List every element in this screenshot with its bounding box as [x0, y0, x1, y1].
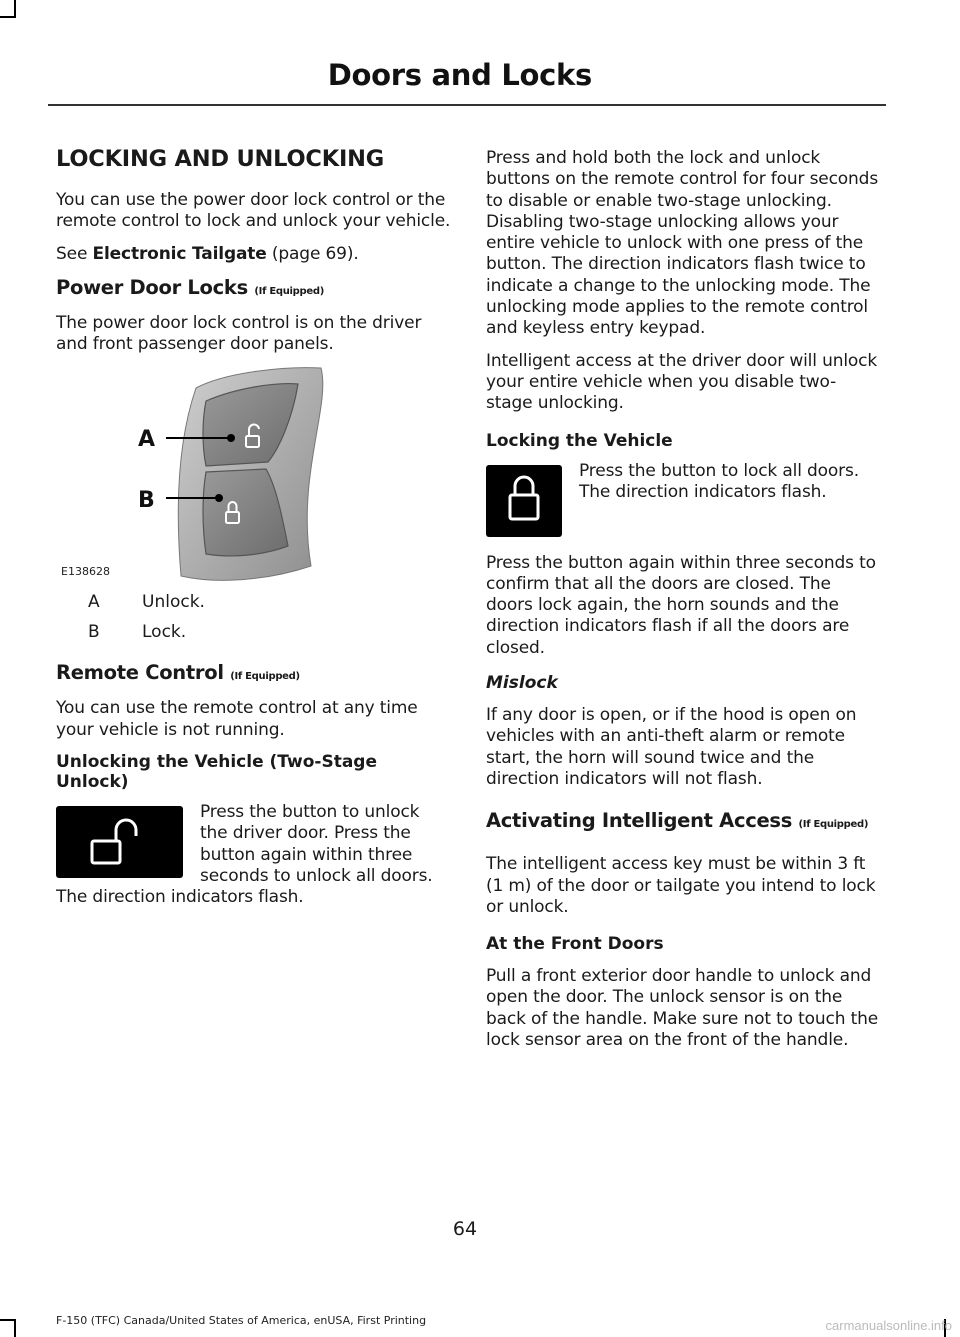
legend-row: B Lock.: [88, 622, 187, 643]
lock-icon: [486, 465, 562, 537]
page-header-title: Doors and Locks: [327, 58, 592, 92]
intro-paragraph: You can use the power door lock control or the remote control to lock and unlock your vehicle.: [56, 190, 451, 232]
mislock-heading: Mislock: [486, 673, 558, 694]
unlocking-text: Press the button to unlock the driver door. Press the button again within three seconds to unlock all doors. The direction indicators flash.: [56, 802, 433, 908]
footer-text: F-150 (TFC) Canada/United States of America, enUSA, First Printing: [56, 1314, 427, 1327]
locking-heading: Locking the Vehicle: [486, 430, 673, 451]
equipped-qualifier: (If Equipped): [798, 819, 869, 831]
legend-row: A Unlock.: [88, 592, 205, 613]
section-heading: LOCKING AND UNLOCKING: [56, 146, 385, 172]
front-doors-heading: At the Front Doors: [486, 934, 664, 955]
crop-mark: [0, 1319, 16, 1321]
see-reference: See Electronic Tailgate (page 69).: [56, 243, 359, 264]
door-lock-switch-figure: [56, 366, 451, 584]
door-lock-switch-illustration: [56, 366, 451, 584]
power-locks-heading: Power Door Locks (If Equipped): [56, 275, 324, 299]
locking-text: Press the button to lock all doors. The direction indicators flash.: [579, 460, 859, 502]
two-stage-paragraph: Press and hold both the lock and unlock buttons on the remote control for four seconds to disable or enable two-stage unlocking. Disabling two-stage unlocking allows your entire vehicle to unlock with one press of the button. The direction indicators flash twice to indicate a change to the unlocking mode. The unlocking mode applies to the remote control and keyless entry keypad.: [486, 148, 879, 339]
unlock-icon: [56, 806, 183, 878]
crop-mark: [0, 16, 16, 18]
equipped-qualifier: (If Equipped): [254, 285, 324, 297]
figure-label-b: B: [138, 488, 155, 514]
locking-confirm-paragraph: Press the button again within three seconds to confirm that all the doors are closed. The doors lock again, the horn sounds and the direction indicators flash if all the doors are closed.: [486, 552, 876, 658]
figure-code: E138628: [61, 565, 110, 579]
front-doors-text: Pull a front exterior door handle to unlock and open the door. The unlock sensor is on the back of the handle. Make sure not to touch the lock sensor area on the front of the handle.: [486, 966, 879, 1051]
figure-label-a: A: [138, 427, 156, 453]
intelligent-access-heading: Activating Intelligent Access (If Equipped): [486, 809, 869, 833]
unlocking-block: [56, 802, 451, 908]
right-column: [486, 148, 880, 1062]
crop-mark: [14, 1319, 16, 1337]
page-number: 64: [452, 1218, 478, 1240]
equipped-qualifier: (If Equipped): [230, 671, 300, 683]
header-rule: [48, 104, 886, 106]
intelligent-access-paragraph: Intelligent access at the driver door will unlock your entire vehicle when you disable two-stage unlocking.: [486, 350, 878, 414]
left-column: [56, 146, 451, 921]
watermark: carmanualsonline.info: [825, 1318, 952, 1333]
remote-control-text: You can use the remote control at any time your vehicle is not running.: [56, 698, 418, 740]
remote-control-heading: Remote Control (If Equipped): [56, 661, 300, 685]
power-locks-text: The power door lock control is on the driver and front passenger door panels.: [56, 312, 422, 355]
intelligent-access-text: The intelligent access key must be within 3 ft (1 m) of the door or tailgate you intend to lock or unlock.: [486, 854, 876, 917]
cross-reference-link[interactable]: Electronic Tailgate: [92, 243, 267, 264]
locking-block: [486, 461, 880, 541]
mislock-text: If any door is open, or if the hood is open on vehicles with an anti-theft alarm or remote start, the horn will sound twice and the direction indicators will not flash.: [486, 705, 857, 789]
unlocking-heading: Unlocking the Vehicle (Two-Stage Unlock): [56, 752, 378, 793]
